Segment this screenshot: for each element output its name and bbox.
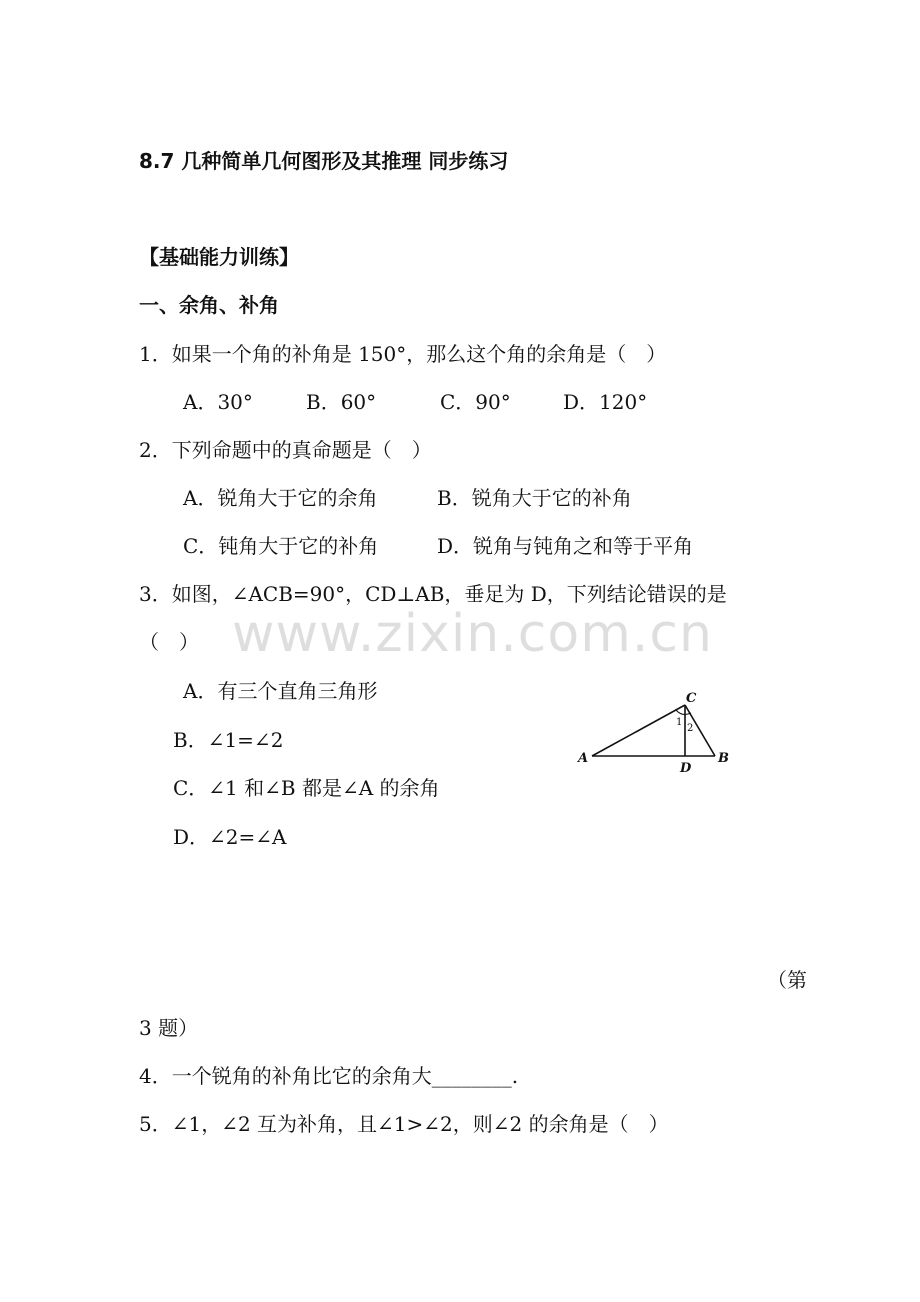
q1-option-d: D．120° [563,390,648,414]
label-d: D [680,761,692,776]
q3-stem-continued: （ ） [139,630,199,654]
q3-option-d: D．∠2=∠A [173,825,287,849]
q1-option-b: B．60° [306,390,377,414]
q3-caption-part1: （第 [767,968,807,992]
q5-stem: 5．∠1，∠2 互为补角，且∠1>∠2，则∠2 的余角是（ ） [139,1112,669,1136]
q3-option-c: C．∠1 和∠B 都是∠A 的余角 [173,776,440,800]
q3-caption-part2: 3 题） [139,1016,199,1040]
q4-stem: 4．一个锐角的补角比它的余角大________. [139,1064,519,1088]
q2-stem: 2．下列命题中的真命题是（ ） [139,438,432,462]
q2-option-b: B．锐角大于它的补角 [437,486,632,510]
q1-option-c: C．90° [440,390,511,414]
q2-option-c: C．钝角大于它的补角 [183,534,379,558]
label-angle-1: 1 [676,717,683,728]
q1-stem: 1．如果一个角的补角是 150°，那么这个角的余角是（ ） [139,342,667,366]
label-b: B [718,751,729,766]
q3-option-a: A．有三个直角三角形 [183,679,378,703]
q2-option-d: D．锐角与钝角之和等于平角 [437,534,694,558]
segment-ac [592,705,685,756]
label-a: A [578,751,589,766]
watermark: www.zixin.com.cn [232,604,713,664]
section-header: 【基础能力训练】 [139,245,299,269]
page-title: 8.7 几种简单几何图形及其推理 同步练习 [139,149,509,173]
q3-triangle-figure [570,686,740,776]
label-angle-2: 2 [687,723,694,734]
q2-option-a: A．锐角大于它的余角 [183,486,378,510]
subsection-title: 一、余角、补角 [139,293,279,317]
label-c: C [686,691,697,706]
q1-option-a: A．30° [183,390,253,414]
q3-stem: 3．如图，∠ACB=90°，CD⊥AB，垂足为 D，下列结论错误的是 [139,582,727,606]
q3-option-b: B．∠1=∠2 [173,728,284,752]
